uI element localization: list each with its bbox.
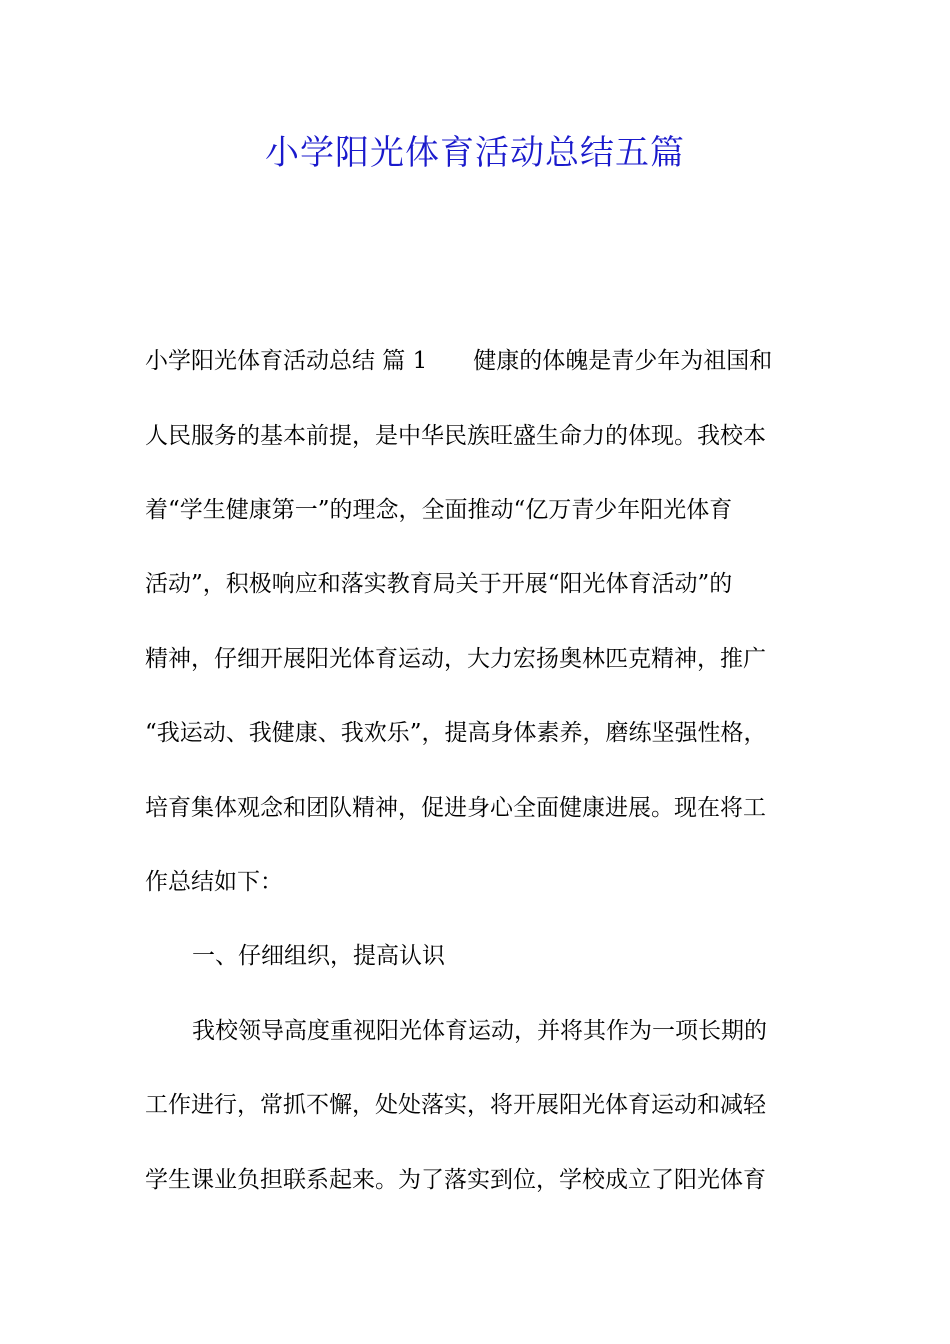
section-heading: 一、仔细组织，提高认识: [192, 943, 445, 969]
section-label: 小学阳光体育活动总结 篇 1: [145, 348, 428, 374]
body-text: 健康的体魄是青少年为祖国和: [473, 348, 773, 374]
body-line: 作总结如下：: [145, 869, 283, 895]
body-line: 培育集体观念和团队精神，促进身心全面健康进展。现在将工: [145, 795, 766, 821]
body-line: 工作进行，常抓不懈，处处落实，将开展阳光体育运动和减轻: [145, 1092, 766, 1118]
body-line: 学生课业负担联系起来。为了落实到位，学校成立了阳光体育: [145, 1167, 766, 1193]
body-line: 人民服务的基本前提，是中华民族旺盛生命力的体现。我校本: [145, 423, 766, 449]
body-line: 活动”，积极响应和落实教育局关于开展“阳光体育活动”的: [145, 571, 733, 597]
body-line: 精神，仔细开展阳光体育运动，大力宏扬奥林匹克精神，推广: [145, 646, 766, 672]
body-line: [145, 345, 772, 377]
body-line: 着“学生健康第一”的理念，全面推动“亿万青少年阳光体育: [145, 497, 733, 523]
body-line: 我校领导高度重视阳光体育运动，并将其作为一项长期的: [192, 1018, 767, 1044]
body-line: “我运动、我健康、我欢乐”，提高身体素养，磨练坚强性格，: [145, 720, 767, 746]
document-title: 小学阳光体育活动总结五篇: [265, 133, 685, 173]
